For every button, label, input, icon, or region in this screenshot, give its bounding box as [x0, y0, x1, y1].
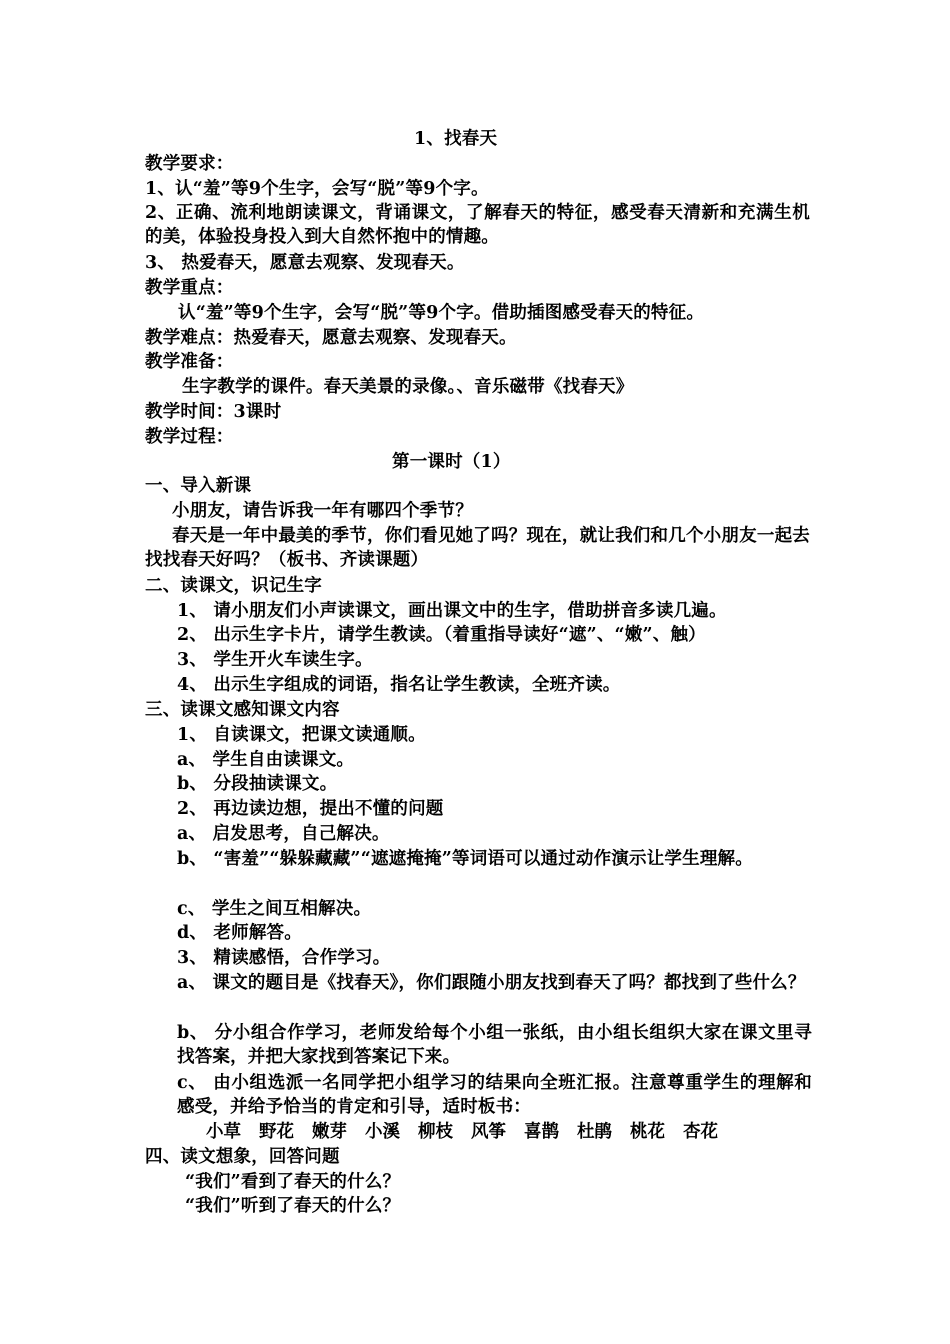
- section-3-item-1b: b、 分段抽读课文。: [177, 774, 338, 794]
- section-3-item-3c: c、 由小组选派一名同学把小组学习的结果向全班汇报。注意尊重学生的理解和感受，并给予恰当的肯定和引导，适时板书：: [177, 1073, 812, 1117]
- section-2-item-3: 3、 学生开火车读生字。: [177, 650, 373, 670]
- section-3-item-1: 1、 自读课文，把课文读通顺。: [177, 725, 426, 745]
- section-2-item-2: 2、 出示生字卡片，请学生教读。（着重指导读好“遮”、“嫩”、触）: [177, 625, 706, 645]
- board-word: 风筝: [471, 1122, 506, 1142]
- section-1-paragraph-2: 春天是一年中最美的季节，你们看见她了吗？现在，就让我们和几个小朋友一起去找找春天好吗？（板书、齐读课题）: [145, 526, 810, 570]
- section-3-item-3b: b、 分小组合作学习，老师发给每个小组一张纸，由小组长组织大家在课文里寻找答案，并把大家找到答案记下来。: [177, 1023, 812, 1067]
- section-3-item-3a: a、 课文的题目是《找春天》，你们跟随小朋友找到春天了吗？都找到了些什么？: [177, 973, 806, 993]
- board-word: 杏花: [683, 1122, 718, 1142]
- section-3-item-2b: b、 “害羞”“躲躲藏藏”“遮遮掩掩”等词语可以通过动作演示让学生理解。: [177, 849, 753, 869]
- section-4-question-1: “我们”看到了春天的什么？: [185, 1172, 401, 1192]
- board-word: 野花: [259, 1122, 294, 1142]
- period-title: 第一课时（1）: [392, 452, 511, 472]
- preparation-text: 生字教学的课件。春天美景的录像。、音乐磁带《找春天》: [182, 377, 634, 397]
- preparation-heading: 教学准备：: [145, 352, 234, 372]
- section-3-heading: 三、读课文感知课文内容: [145, 700, 340, 720]
- section-2-heading: 二、读课文，识记生字: [145, 576, 322, 596]
- section-3-item-2d: d、 老师解答。: [177, 923, 302, 943]
- board-word: 杜鹃: [577, 1122, 612, 1142]
- section-2-item-4: 4、 出示生字组成的词语，指名让学生教读，全班齐读。: [177, 675, 621, 695]
- board-word: 喜鹊: [524, 1122, 559, 1142]
- lesson-title: 1、找春天: [414, 129, 498, 149]
- board-words-row: [206, 1120, 718, 1144]
- section-1-paragraph-1: 小朋友，请告诉我一年有哪四个季节？: [172, 501, 473, 521]
- difficulty-text: 教学难点：热爱春天，愿意去观察、发现春天。: [145, 328, 517, 348]
- key-points-heading: 教学重点：: [145, 278, 234, 298]
- requirement-1: 1、认“羞”等9个生字，会写“脱”等9个字。: [145, 179, 489, 199]
- board-word: 桃花: [630, 1122, 665, 1142]
- section-3-item-1a: a、 学生自由读课文。: [177, 750, 355, 770]
- board-word: 柳枝: [418, 1122, 453, 1142]
- section-3-item-2: 2、 再边读边想，提出不懂的问题: [177, 799, 444, 819]
- section-2-item-1: 1、 请小朋友们小声读课文，画出课文中的生字，借助拼音多读几遍。: [177, 601, 727, 621]
- section-1-heading: 一、导入新课: [145, 476, 252, 496]
- section-4-question-2: “我们”听到了春天的什么？: [185, 1196, 401, 1216]
- section-3-item-3: 3、 精读感悟，合作学习。: [177, 948, 391, 968]
- requirement-2: 2、正确、流利地朗读课文，背诵课文，了解春天的特征，感受春天清新和充满生机的美，体验投身投入到大自然怀抱中的情趣。: [145, 203, 810, 247]
- board-word: 嫩芽: [312, 1122, 347, 1142]
- process-heading: 教学过程：: [145, 427, 234, 447]
- requirement-3: 3、 热爱春天，愿意去观察、发现春天。: [145, 253, 465, 273]
- board-word: 小溪: [365, 1122, 400, 1142]
- requirements-heading: 教学要求：: [145, 154, 234, 174]
- section-3-item-2c: c、 学生之间互相解决。: [177, 899, 372, 919]
- section-4-heading: 四、读文想象，回答问题: [145, 1147, 340, 1167]
- board-word: 小草: [206, 1122, 241, 1142]
- teaching-time: 教学时间：3课时: [145, 402, 282, 422]
- section-3-item-2a: a、 启发思考，自己解决。: [177, 824, 390, 844]
- key-points-text: 认“羞”等9个生字，会写“脱”等9个字。借助插图感受春天的特征。: [178, 303, 705, 323]
